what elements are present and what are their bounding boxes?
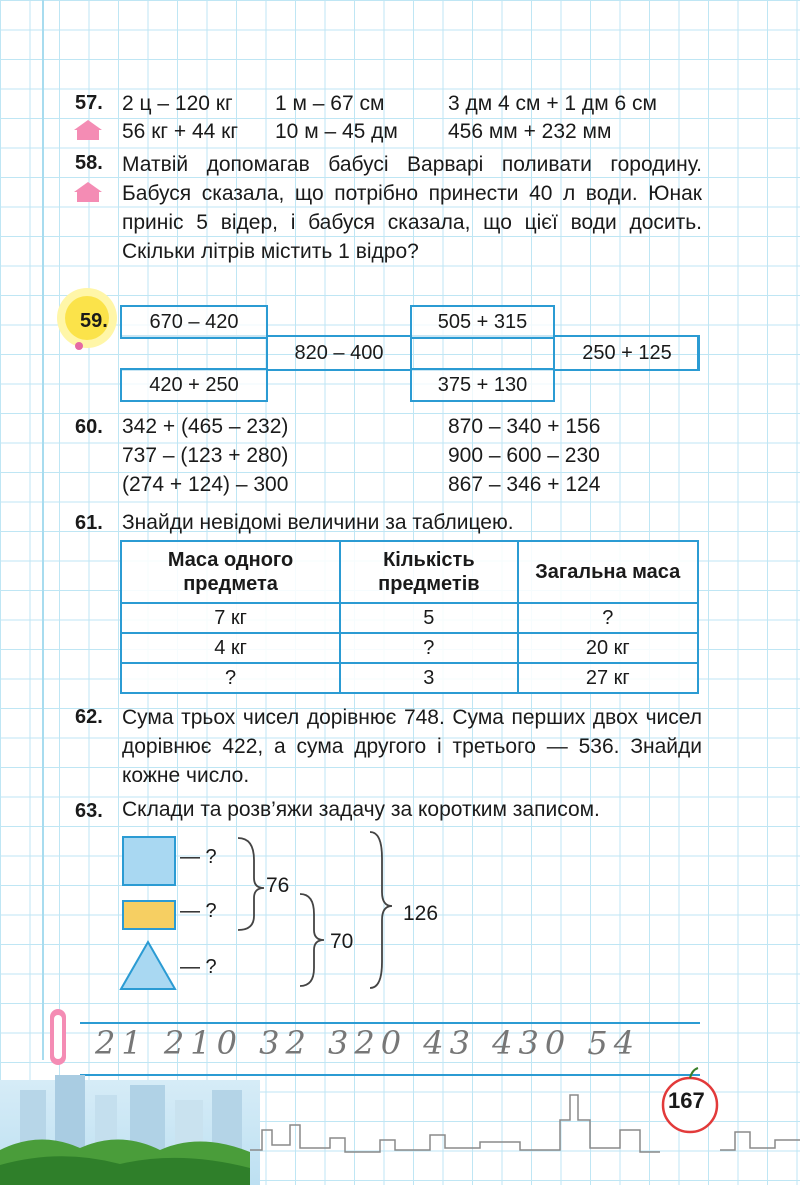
ex61-table: [120, 540, 699, 694]
ex57-r1c1: 2 ц – 120 кг: [122, 92, 233, 115]
table-cell: 3: [340, 663, 517, 693]
ex60-left-3: (274 + 124) – 300: [122, 473, 289, 496]
ex63-total: 126: [403, 902, 439, 925]
ex57-r1c2: 1 м – 67 см: [275, 92, 385, 115]
ex61-text: Знайди невідомі величини за таблицею.: [122, 511, 514, 534]
ex59-box-3: 820 – 400: [266, 335, 412, 371]
triangle-shape: [118, 940, 178, 992]
ex63-q3: — ?: [180, 956, 217, 978]
ex60-right-1: 870 – 340 + 156: [448, 415, 601, 438]
ex63-text: Склади та розв’яжи задачу за коротким записом.: [122, 798, 600, 821]
house-icon: [72, 180, 104, 204]
exercise-62-number: 62.: [75, 706, 103, 728]
ex60-left-1: 342 + (465 – 232): [122, 415, 289, 438]
ex62-text: Сума трьох чисел дорівнює 748. Сума перших двох чисел дорівнює 422, а сума другого і третього — 536. Знайди кожне число.: [122, 706, 702, 787]
table-cell: ?: [518, 603, 698, 633]
exercise-61-number: 61.: [75, 512, 103, 534]
ex59-box-2: 505 + 315: [410, 305, 555, 339]
table-row: [121, 663, 698, 693]
margin-line: [42, 0, 44, 1060]
table-cell: ?: [121, 663, 340, 693]
table-row: [121, 603, 698, 633]
exercise-63-number: 63.: [75, 800, 103, 822]
ex60-right-2: 900 – 600 – 230: [448, 444, 600, 467]
table-header: Кількість предметів: [340, 541, 517, 603]
table-cell: ?: [340, 633, 517, 663]
table-cell: 27 кг: [518, 663, 698, 693]
ex63-q2: — ?: [180, 900, 217, 922]
table-header: Загальна маса: [518, 541, 698, 603]
ex59-box-6: 375 + 130: [410, 368, 555, 402]
handwriting-samples: 21 210 32 320 43 430 54: [95, 1024, 641, 1062]
exercise-59-number: 59.: [80, 310, 108, 332]
ex57-r2c2: 10 м – 45 дм: [275, 120, 398, 143]
ex63-q1: — ?: [180, 846, 217, 868]
ex63-braces: [230, 830, 410, 1000]
ex59-box-1: 670 – 420: [120, 305, 268, 339]
table-cell: 5: [340, 603, 517, 633]
table-row: [121, 633, 698, 663]
ex63-sum12: 76: [266, 874, 290, 897]
city-illustration: [0, 1060, 800, 1185]
ex59-box-5: 420 + 250: [120, 368, 268, 402]
ex57-r2c1: 56 кг + 44 кг: [122, 120, 239, 143]
ex57-r1c3: 3 дм 4 см + 1 дм 6 см: [448, 92, 657, 115]
exercise-60-number: 60.: [75, 416, 103, 438]
rectangle-shape: [122, 900, 176, 930]
ex60-right-3: 867 – 346 + 124: [448, 473, 601, 496]
table-header: Маса одного предмета: [121, 541, 340, 603]
exercise-58-number: 58.: [75, 152, 103, 174]
table-cell: 20 кг: [518, 633, 698, 663]
table-cell: 7 кг: [121, 603, 340, 633]
page-number: 167: [668, 1088, 705, 1113]
exercise-57-number: 57.: [75, 92, 103, 114]
ex57-r2c3: 456 мм + 232 мм: [448, 120, 612, 143]
ex59-box-4: 250 + 125: [553, 335, 699, 371]
ex58-text: Матвій допомагав бабусі Варварі поливати городину. Бабуся сказала, що потрібно принести 40 л води. Юнак приніс 5 відер, і бабуся сказала, що цієї води досить. Скільки літрів містить 1 відро?: [122, 153, 702, 263]
house-icon: [72, 118, 104, 142]
ex60-left-2: 737 – (123 + 280): [122, 444, 289, 467]
square-shape: [122, 836, 176, 886]
ex63-sum23: 70: [330, 930, 354, 953]
table-cell: 4 кг: [121, 633, 340, 663]
